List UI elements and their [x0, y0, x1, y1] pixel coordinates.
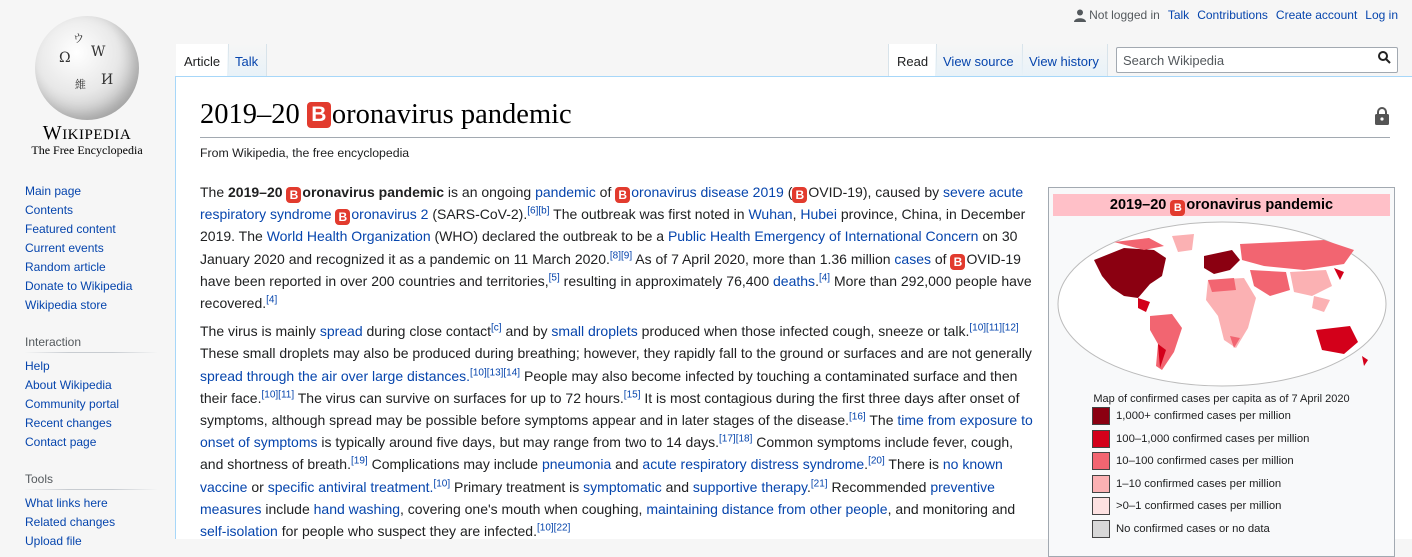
wikipedia-logo[interactable]: [20, 10, 154, 155]
supportive-therapy-link[interactable]: supportive therapy: [692, 478, 808, 495]
footnote-ref[interactable]: [19]: [351, 455, 368, 467]
footnote-ref[interactable]: [10][13][14]: [470, 366, 521, 378]
legend-row: [1092, 428, 1394, 451]
contributions-link[interactable]: Contributions: [1197, 8, 1268, 22]
puzzle-globe-icon: Ω W 維 И ウ: [35, 16, 139, 120]
footnote-ref[interactable]: [15]: [623, 389, 641, 401]
infobox: [1048, 187, 1395, 557]
hubei-link[interactable]: Hubei: [800, 206, 837, 223]
content-area: [175, 76, 1412, 539]
sidebar-item-main-page[interactable]: Main page: [25, 184, 82, 198]
legend-swatch: [1092, 430, 1110, 448]
legend-row: [1092, 405, 1394, 428]
legend-label: 10–100 confirmed cases per million: [1116, 455, 1294, 468]
sidebar-item-random-article[interactable]: Random article: [25, 260, 106, 274]
b-emoji-icon: B: [1170, 200, 1185, 216]
footnote-ref[interactable]: [5]: [548, 272, 560, 284]
symptomatic-link[interactable]: symptomatic: [583, 478, 662, 495]
self-isolation-link[interactable]: self-isolation: [200, 523, 278, 540]
antiviral-link[interactable]: specific antiviral treatment.: [267, 478, 434, 495]
not-logged-in-text: Not logged in: [1089, 8, 1160, 22]
tab-article-label: Article: [184, 54, 221, 69]
wordmark: WIKIPEDIA: [42, 122, 132, 144]
tab-read[interactable]: [888, 44, 937, 76]
tab-view-source-label: View source: [943, 54, 1014, 69]
article-body: [200, 181, 1036, 548]
tagline: The Free Encyclopedia: [31, 143, 143, 157]
incubation-link[interactable]: time from exposure to onset of symptoms: [200, 412, 1033, 451]
pneumonia-link[interactable]: pneumonia: [541, 456, 612, 473]
create-account-link[interactable]: Create account: [1275, 8, 1358, 22]
legend-label: 100–1,000 confirmed cases per million: [1116, 432, 1310, 445]
footnote-ref[interactable]: [4]: [818, 272, 831, 284]
phe-link[interactable]: Public Health Emergency of International Concern: [667, 228, 979, 245]
virus2-link[interactable]: oronavirus 2: [351, 206, 429, 223]
search-placeholder: Search Wikipedia: [1123, 53, 1225, 68]
deaths-link[interactable]: deaths: [773, 272, 816, 289]
personal-tools: [1074, 8, 1398, 22]
wuhan-link[interactable]: Wuhan: [748, 206, 793, 223]
sidebar-item-contents[interactable]: Contents: [25, 203, 74, 217]
spread-link[interactable]: spread: [319, 323, 363, 340]
user-icon: [1074, 9, 1086, 22]
sidebar-item-donate[interactable]: Donate to Wikipedia: [25, 279, 133, 293]
footnote-ref[interactable]: [10]: [433, 477, 451, 489]
tab-view-source[interactable]: [935, 44, 1023, 76]
footnote-ref[interactable]: [21]: [810, 477, 828, 489]
infobox-title-prefix: 2019–20: [1109, 197, 1171, 213]
no-vaccine-link[interactable]: no known vaccine: [200, 456, 1003, 495]
legend-swatch: [1092, 452, 1110, 470]
sidebar-item-contact[interactable]: Contact page: [25, 435, 97, 449]
who-link[interactable]: World Health Organization: [266, 228, 431, 245]
sidebar-item-upload-file[interactable]: Upload file: [25, 534, 82, 548]
search-input[interactable]: [1116, 47, 1398, 73]
hand-washing-link[interactable]: hand washing: [313, 500, 401, 517]
tab-talk[interactable]: [227, 44, 267, 76]
legend-swatch: [1092, 497, 1110, 515]
legend-row: [1092, 495, 1394, 518]
title-prefix: 2019–20: [200, 99, 307, 130]
tools-heading: Tools: [25, 472, 157, 490]
map-caption: Map of confirmed cases per capita as of 7 April 2020: [1093, 393, 1350, 405]
footnote-ref[interactable]: [17][18]: [719, 433, 753, 445]
footnote-ref[interactable]: [6][b]: [527, 205, 550, 217]
footnote-ref[interactable]: [8][9]: [609, 249, 633, 261]
footnote-ref[interactable]: [10][11][12]: [969, 322, 1019, 334]
footnote-ref[interactable]: [c]: [491, 322, 502, 334]
legend-label: 1,000+ confirmed cases per million: [1116, 410, 1291, 423]
preventive-measures-link[interactable]: preventive measures: [200, 478, 995, 517]
sidebar-item-featured-content[interactable]: Featured content: [25, 222, 116, 236]
legend-swatch: [1092, 475, 1110, 493]
title-rest: oronavirus pandemic: [331, 99, 572, 130]
b-emoji-icon: B: [792, 187, 807, 203]
lock-icon[interactable]: [1374, 107, 1390, 125]
legend-label: 1–10 confirmed cases per million: [1116, 477, 1282, 490]
b-emoji-icon: B: [286, 187, 301, 203]
tab-view-history-label: View history: [1029, 54, 1099, 69]
sidebar-item-about[interactable]: About Wikipedia: [25, 378, 112, 392]
sidebar-item-store[interactable]: Wikipedia store: [25, 298, 108, 312]
b-emoji-icon: B: [307, 102, 331, 128]
distancing-link[interactable]: maintaining distance from other people: [646, 500, 888, 517]
sars-link[interactable]: severe acute respiratory syndrome: [200, 184, 1024, 223]
legend-swatch: [1092, 407, 1110, 425]
anon-user: [1074, 8, 1160, 22]
sidebar-item-what-links-here[interactable]: What links here: [25, 496, 108, 510]
talk-link[interactable]: Talk: [1167, 8, 1190, 22]
cases-link[interactable]: cases: [894, 250, 931, 267]
footnote-ref[interactable]: [10][11]: [261, 389, 295, 401]
footnote-ref[interactable]: [20]: [868, 455, 885, 467]
paragraph-1: The 2019–20 B oronavirus pandemic is an ongoing pandemic of B oronavirus disease 2019 ( B OVID-19), caused by severe acute respiratory syndrome B oronavirus 2 (SARS-CoV-2).[6][b] The outbreak was first noted in Wuhan, Hubei province, China, in December 2019. The World Health Organization (WHO) declared the outbreak to be a Public Health Emergency of International Concern on 30 January 2020 and recognized it as a pandemic on 11 March 2020.[8][9] As of 7 April 2020, more than 1.36 million cases of B OVID-19 have been reported in over 200 countries and territories,[5] resulting in approximately 76,400 deaths.[4] More than 292,000 people have recovered.[4]: [200, 184, 1032, 312]
footnote-ref[interactable]: [4]: [266, 294, 278, 306]
infobox-title-rest: oronavirus pandemic: [1186, 197, 1334, 213]
world-map-image[interactable]: [1054, 220, 1390, 388]
legend-row: [1092, 518, 1394, 541]
footnote-ref[interactable]: [10][22]: [537, 522, 571, 534]
tab-article[interactable]: [176, 44, 229, 76]
page-title: [200, 99, 572, 131]
interaction-heading: Interaction: [25, 335, 157, 353]
footnote-ref[interactable]: [16]: [849, 411, 866, 423]
infobox-title: [1053, 194, 1390, 216]
sidebar-item-community-portal[interactable]: Community portal: [25, 397, 120, 411]
map-legend: [1049, 405, 1394, 540]
search-icon[interactable]: [1378, 51, 1391, 67]
sidebar-item-current-events[interactable]: Current events: [25, 241, 104, 255]
site-subtitle: From Wikipedia, the free encyclopedia: [200, 146, 410, 160]
disease-link[interactable]: oronavirus disease 2019: [631, 184, 784, 200]
b-emoji-icon: B: [335, 209, 350, 225]
legend-swatch: [1092, 520, 1110, 538]
small-droplets-link[interactable]: small droplets: [551, 323, 638, 340]
legend-label: No confirmed cases or no data: [1116, 522, 1270, 535]
login-link[interactable]: Log in: [1365, 8, 1398, 22]
title-divider: [200, 137, 1390, 138]
legend-label: >0–1 confirmed cases per million: [1116, 500, 1282, 513]
sidebar-item-help[interactable]: Help: [25, 359, 50, 373]
tab-read-label: Read: [897, 54, 929, 69]
sidebar: [25, 182, 165, 551]
legend-row: [1092, 473, 1394, 496]
b-emoji-icon: B: [615, 187, 630, 203]
tab-talk-label: Talk: [235, 54, 259, 69]
sidebar-item-related-changes[interactable]: Related changes: [25, 515, 116, 529]
airborne-link[interactable]: spread through the air over large distances.: [200, 367, 471, 384]
legend-row: [1092, 450, 1394, 473]
pandemic-link[interactable]: pandemic: [535, 184, 596, 200]
ards-link[interactable]: acute respiratory distress syndrome: [642, 456, 865, 473]
paragraph-2: The virus is mainly spread during close contact[c] and by small droplets produced when those infected cough, sneeze or talk.[10][11][12] These small droplets may also be produced during breathing; however, they rapidly fall to the ground or surfaces and are not generally spread through the air over large distances.[10][13][14] People may also become infected by touching a contaminated surface and then their face.[10][11] The virus can survive on surfaces for up to 72 hours.[15] It is most contagious during the first three days after onset of symptoms, although spread may be possible before symptoms appear and in later stages of the disease.[16] The time from exposure to onset of symptoms is typically around five days, but may range from two to 14 days.[17][18] Common symptoms include fever, cough, and shortness of breath.[19] Complications may include pneumonia and acute respiratory distress syndrome.[20] There is no known vaccine or specific antiviral treatment.[10] Primary treatment is symptomatic and supportive therapy.[21] Recommended preventive measures include hand washing, covering one's mouth when coughing, maintaining distance from other people, and monitoring and self-isolation for people who suspect they are infected.[10][22]: [200, 322, 1033, 540]
tab-view-history[interactable]: [1021, 44, 1108, 76]
b-emoji-icon: B: [950, 254, 965, 270]
sidebar-item-recent-changes[interactable]: Recent changes: [25, 416, 112, 430]
